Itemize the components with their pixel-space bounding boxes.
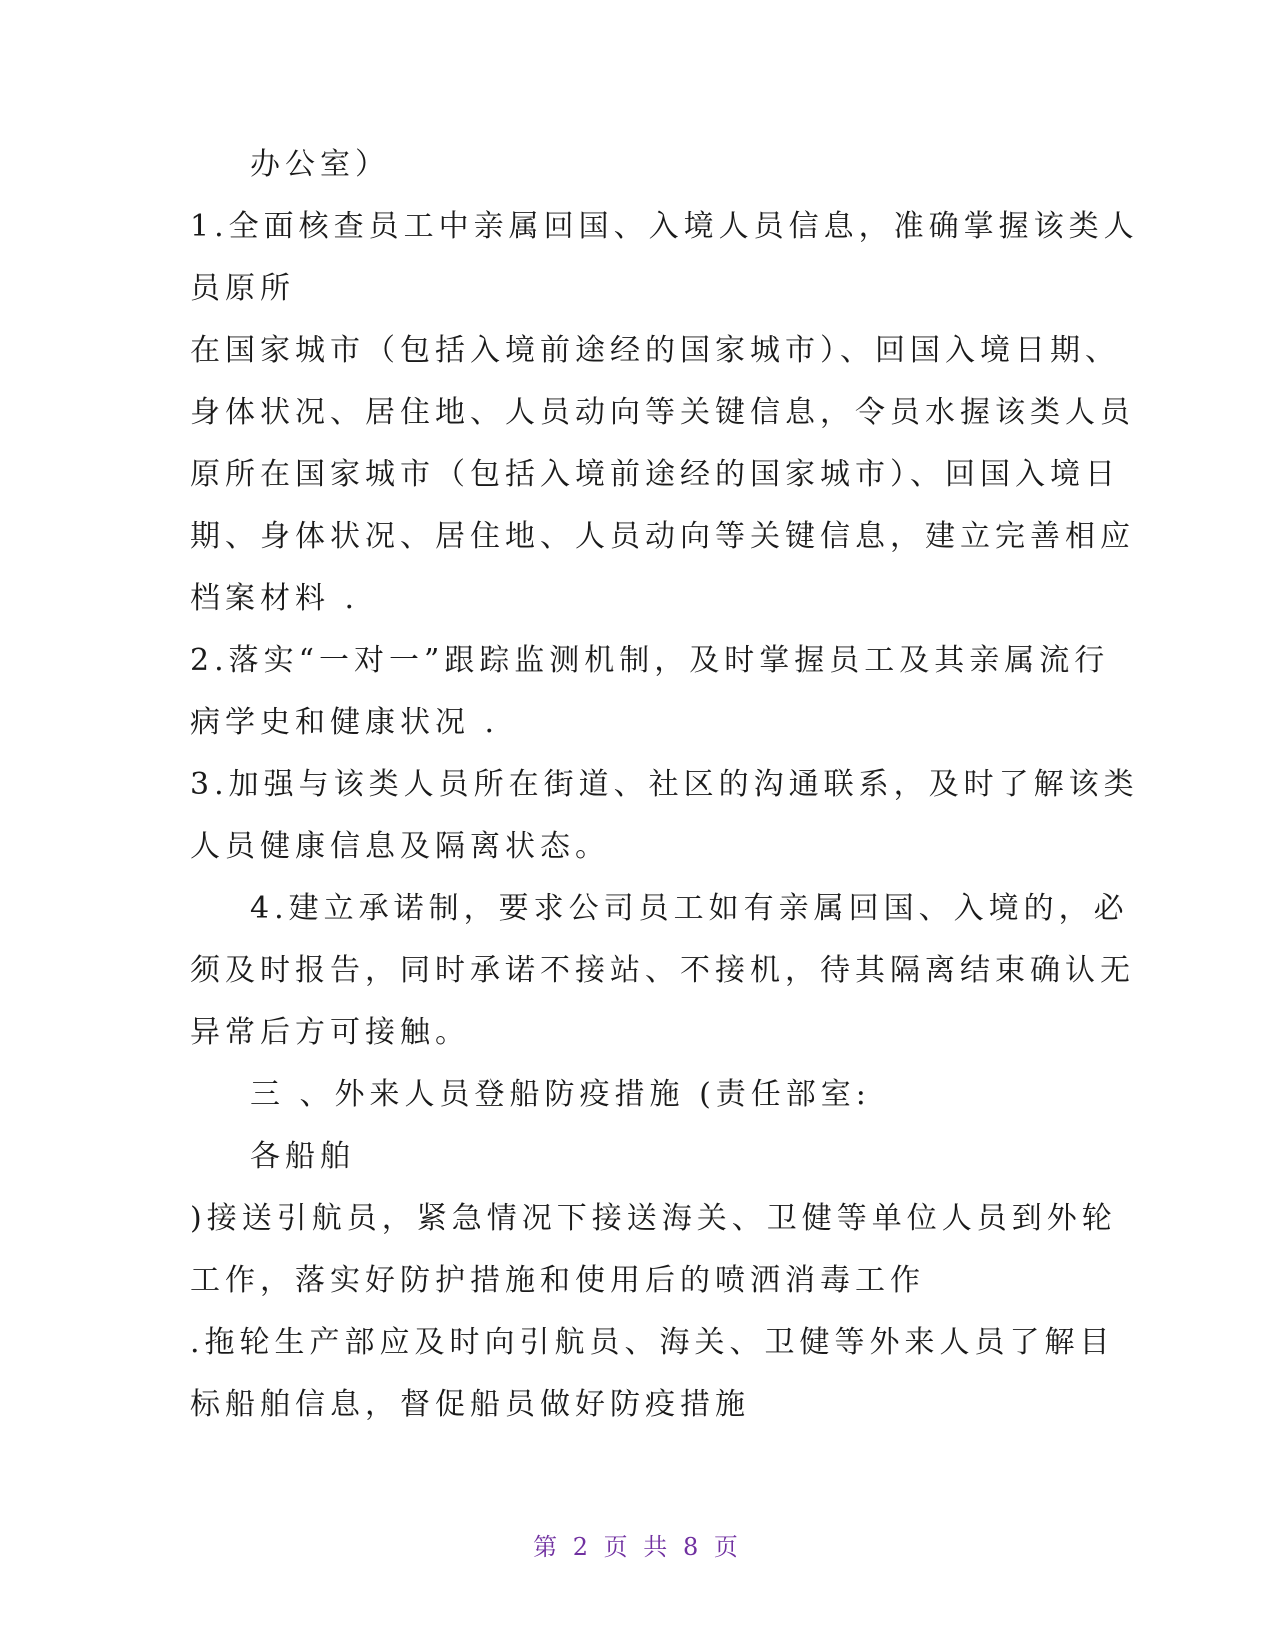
text-line: 身体状况、居住地、人员动向等关键信息，令员水握该类人员 bbox=[190, 395, 1135, 430]
text-line: 期、身体状况、居住地、人员动向等关键信息，建立完善相应 bbox=[190, 519, 1135, 554]
text-line: 在国家城市（包括入境前途经的国家城市）、回国入境日期、 bbox=[190, 333, 1120, 368]
text-line: 人员健康信息及隔离状态。 bbox=[190, 829, 610, 864]
text-line: 办公室） bbox=[250, 147, 390, 182]
text-line: 工作，落实好防护措施和使用后的喷洒消毒工作 bbox=[190, 1263, 925, 1298]
text-line: 病学史和健康状况 . bbox=[190, 705, 500, 740]
text-line: 员原所 bbox=[190, 271, 295, 306]
text-line: 档案材料 . bbox=[190, 581, 360, 616]
section-heading: 三 、外来人员登船防疫措施 (责任部室: bbox=[250, 1077, 871, 1112]
text-line: 2.落实“一对一”跟踪监测机制，及时掌握员工及其亲属流行 bbox=[190, 643, 1110, 678]
text-line: 须及时报告，同时承诺不接站、不接机，待其隔离结束确认无 bbox=[190, 953, 1135, 988]
text-line: 异常后方可接触。 bbox=[190, 1015, 470, 1050]
text-line: 各船舶 bbox=[250, 1139, 355, 1174]
text-line: 标船舶信息，督促船员做好防疫措施 bbox=[190, 1387, 750, 1422]
text-line: 3.加强与该类人员所在街道、社区的沟通联系，及时了解该类 bbox=[190, 767, 1139, 802]
text-line: )接送引航员，紧急情况下接送海关、卫健等单位人员到外轮 bbox=[190, 1201, 1117, 1236]
page-number-footer: 第 2 页 共 8 页 bbox=[533, 1533, 742, 1561]
text-line: 原所在国家城市（包括入境前途经的国家城市）、回国入境日 bbox=[190, 457, 1120, 492]
text-line: 1.全面核查员工中亲属回国、入境人员信息，准确掌握该类人 bbox=[190, 209, 1139, 244]
text-line: .拖轮生产部应及时向引航员、海关、卫健等外来人员了解目 bbox=[190, 1325, 1115, 1360]
text-line: 4.建立承诺制，要求公司员工如有亲属回国、入境的，必 bbox=[250, 891, 1129, 926]
